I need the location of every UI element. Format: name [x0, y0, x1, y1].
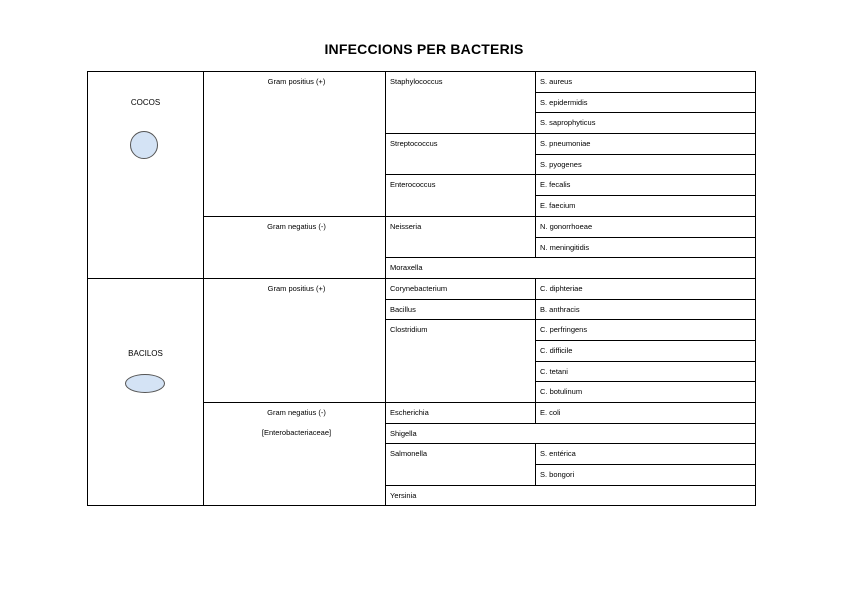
gram-label: Gram positius (+) — [267, 283, 326, 293]
gram-cell-bacilos-pos — [204, 278, 386, 402]
genus-cell — [386, 403, 536, 424]
species-label: N. gonorrhoeae — [540, 221, 593, 231]
genus-label: Moraxella — [390, 263, 423, 273]
genus-label: Salmonella — [390, 449, 428, 459]
genus-cell — [386, 485, 756, 506]
gram-cell-cocos-neg — [204, 216, 386, 278]
species-cell — [536, 154, 756, 175]
page-title: INFECCIONS PER BACTERIS — [324, 41, 524, 57]
group-cell-cocos — [88, 72, 204, 279]
species-cell — [536, 196, 756, 217]
genus-label: Shigella — [390, 428, 417, 438]
group-label-cocos: COCOS — [130, 98, 161, 107]
species-label: C. perfringens — [540, 325, 588, 335]
genus-label: Corynebacterium — [390, 283, 448, 293]
gram-label: Gram negatius (-) — [267, 408, 326, 417]
gram-cell-bacilos-neg — [204, 403, 386, 506]
species-cell — [536, 465, 756, 486]
species-cell — [536, 403, 756, 424]
genus-cell — [386, 299, 536, 320]
species-label: S. pneumoniae — [540, 139, 591, 149]
species-label: E. faecium — [540, 201, 576, 211]
species-label: S. aureus — [540, 77, 573, 86]
bacteria-table — [87, 71, 756, 506]
species-label: S. bongori — [540, 470, 575, 480]
species-cell — [536, 299, 756, 320]
genus-cell — [386, 216, 536, 257]
group-label-bacilos: BACILOS — [128, 348, 163, 358]
genus-cell — [386, 258, 756, 279]
gram-label: Gram negatius (-) — [267, 221, 326, 231]
gram-label: Gram positius (+) — [267, 77, 326, 86]
bacillus-shape-icon — [125, 374, 165, 393]
species-label: S. entérica — [540, 449, 576, 459]
species-label: C. diphteriae — [540, 283, 583, 293]
species-label: C. botulinum — [540, 387, 583, 397]
genus-cell — [386, 444, 536, 485]
species-cell — [536, 92, 756, 113]
genus-cell — [386, 423, 756, 444]
gram-cell-cocos-pos — [204, 72, 386, 217]
genus-cell — [386, 278, 536, 299]
species-label: S. epidermidis — [540, 97, 588, 107]
genus-label: Yersinia — [390, 490, 417, 500]
genus-label: Neisseria — [390, 221, 422, 231]
genus-label: Bacillus — [390, 304, 416, 314]
gram-sublabel: [Enterobacteriaceae] — [261, 428, 332, 437]
genus-label: Streptococcus — [390, 139, 438, 149]
species-cell — [536, 340, 756, 361]
species-cell — [536, 175, 756, 196]
genus-cell — [386, 72, 536, 134]
species-cell — [536, 361, 756, 382]
species-cell — [536, 278, 756, 299]
species-label: E. coli — [540, 408, 561, 417]
species-cell — [536, 382, 756, 403]
species-label: C. tetani — [540, 366, 568, 376]
species-cell — [536, 72, 756, 93]
species-label: N. meningitidis — [540, 242, 590, 252]
species-cell — [536, 237, 756, 258]
species-cell — [536, 320, 756, 341]
species-label: E. fecalis — [540, 180, 571, 190]
genus-label: Clostridium — [390, 325, 428, 335]
species-cell — [536, 444, 756, 465]
genus-label: Enterococcus — [390, 180, 436, 190]
group-cell-bacilos — [88, 278, 204, 506]
species-label: S. saprophyticus — [540, 118, 596, 128]
species-label: C. difficile — [540, 345, 573, 355]
species-label: S. pyogenes — [540, 159, 582, 169]
coccus-shape-icon — [130, 131, 158, 159]
genus-cell — [386, 134, 536, 175]
species-label: B. anthracis — [540, 304, 580, 314]
genus-label: Escherichia — [390, 408, 429, 417]
genus-cell — [386, 320, 536, 403]
species-cell — [536, 134, 756, 155]
genus-cell — [386, 175, 536, 216]
genus-label: Staphylococcus — [390, 77, 443, 86]
species-cell — [536, 113, 756, 134]
species-cell — [536, 216, 756, 237]
